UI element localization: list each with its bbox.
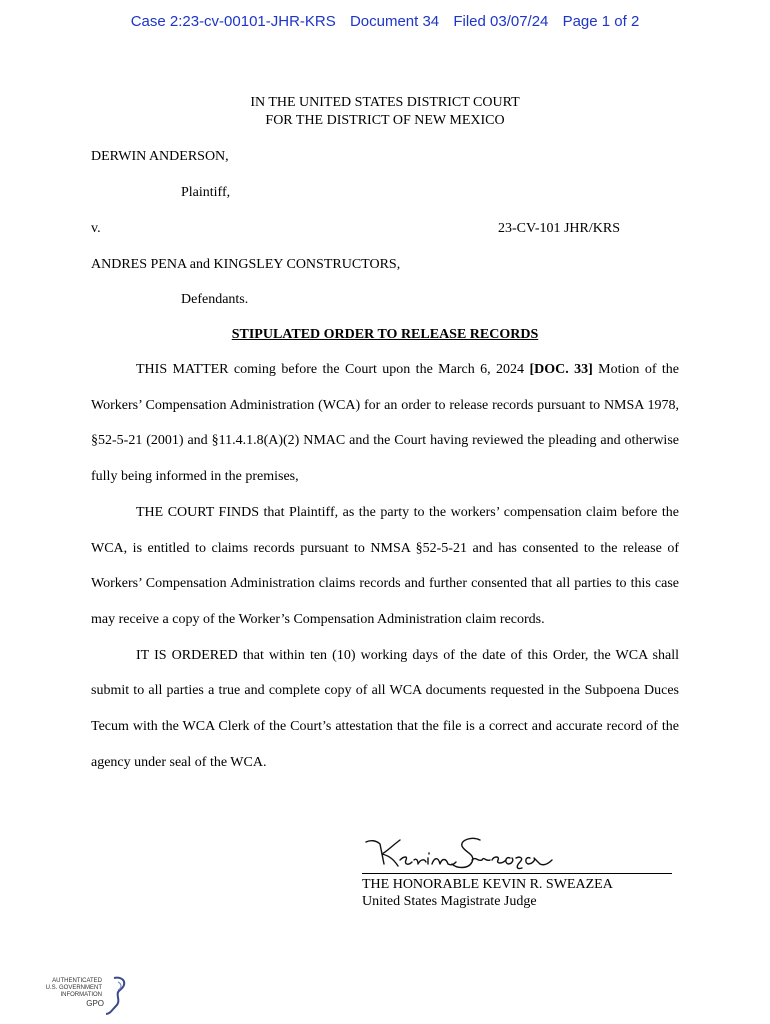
signature-line: [362, 873, 672, 874]
doc-reference: [DOC. 33]: [529, 362, 593, 377]
gpo-line3: INFORMATION: [60, 992, 102, 998]
document-number-header: Document 34: [349, 13, 440, 30]
paragraph-matter: [91, 352, 679, 495]
gpo-line1: AUTHENTICATED: [52, 978, 102, 984]
order-body: [91, 352, 679, 780]
paragraph-findings: THE COURT FINDS that Plaintiff, as the party to the workers’ compensation claim before the WCA, is entitled to claims records pursuant to NMSA §52-5-21 and has consented to the release of Workers’ Compensation Administration claims records and further consented that all parties to this case may receive a copy of the Worker’s Compensation Administration claim records.: [91, 504, 679, 627]
gpo-line2: U.S. GOVERNMENT: [45, 985, 102, 991]
filed-date-header: Filed 03/07/24: [453, 13, 549, 30]
paragraph-matter-text-a: THIS MATTER coming before the Court upon the March 6, 2024: [136, 362, 530, 377]
gpo-mark: GPO: [86, 999, 104, 1008]
judge-signature: [360, 826, 560, 876]
eagle-icon: [106, 978, 124, 1014]
page-count-header: Page 1 of 2: [562, 13, 640, 30]
case-number: 23-CV-101 JHR/KRS: [498, 221, 621, 236]
paragraph-matter-text-b: Motion of the Workers’ Compensation Administration (WCA) for an order to release records pursuant to NMSA 1978, §52-5-21 (2001) and §11.4.1.8(A)(2) NMAC and the Court having reviewed the pleading and otherwise fully being informed in the premises,: [91, 362, 679, 485]
court-name-line2: FOR THE DISTRICT OF NEW MEXICO: [265, 113, 505, 128]
judge-title: United States Magistrate Judge: [362, 894, 537, 909]
judge-name: THE HONORABLE KEVIN R. SWEAZEA: [362, 877, 613, 892]
defendant-name: ANDRES PENA and KINGSLEY CONSTRUCTORS,: [91, 257, 401, 272]
paragraph-ordered: IT IS ORDERED that within ten (10) working days of the date of this Order, the WCA shall submit to all parties a true and complete copy of all WCA documents requested in the Subpoena Duces Tecum with the WCA Clerk of the Court’s attestation that the file is a correct and accurate record of the agency under seal of the WCA.: [91, 647, 679, 770]
plaintiff-role: Plaintiff,: [181, 185, 231, 200]
court-name-line1: IN THE UNITED STATES DISTRICT COURT: [250, 95, 520, 110]
versus-label: v.: [91, 221, 101, 236]
plaintiff-name: DERWIN ANDERSON,: [91, 149, 229, 164]
order-title: STIPULATED ORDER TO RELEASE RECORDS: [231, 327, 539, 342]
gpo-authentication-logo: [44, 974, 130, 1018]
filing-header: [0, 13, 770, 30]
defendant-role: Defendants.: [181, 292, 249, 307]
case-number-header: Case 2:23-cv-00101-JHR-KRS: [130, 13, 336, 30]
